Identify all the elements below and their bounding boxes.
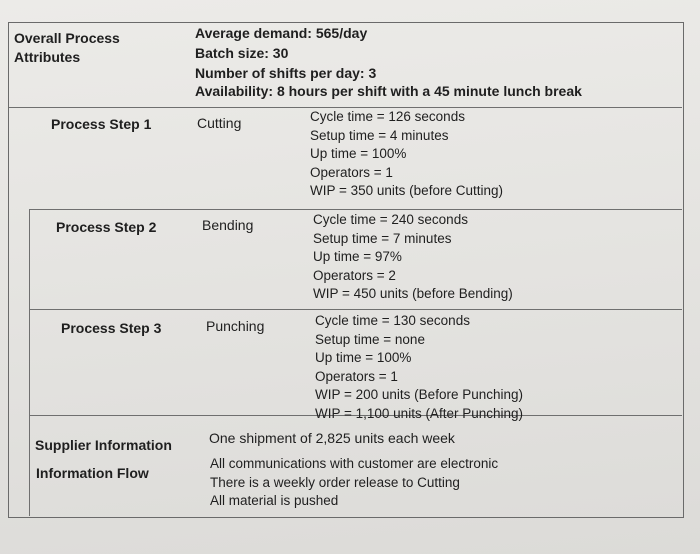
step1-label: Process Step 1 — [51, 116, 152, 132]
step3-label: Process Step 3 — [61, 320, 162, 336]
step3-setup-time: Setup time = none — [315, 331, 425, 347]
step2-up-time: Up time = 97% — [313, 249, 402, 264]
supplier-label: Supplier Information — [35, 437, 172, 453]
process-attributes-table — [8, 22, 684, 518]
step3-wip-before: WIP = 200 units (Before Punching) — [315, 387, 523, 402]
step1-details — [310, 108, 503, 201]
overall-availability: Availability: 8 hours per shift with a 45 minute lunch break — [195, 83, 582, 99]
step3-operators: Operators = 1 — [315, 368, 398, 384]
step2-wip: WIP = 450 units (before Bending) — [313, 286, 513, 301]
info-flow-line-1: All communications with customer are electronic — [210, 456, 499, 471]
step2-details — [313, 211, 513, 304]
info-flow-lines — [210, 455, 498, 511]
overall-label-line1: Overall Process — [14, 30, 120, 46]
info-flow-line-3: All material is pushed — [210, 493, 339, 508]
step1-operators: Operators = 1 — [310, 164, 393, 180]
row-divider-step2 — [29, 309, 682, 310]
step1-setup-time: Setup time = 4 minutes — [310, 127, 449, 143]
step3-cycle-time: Cycle time = 130 seconds — [315, 313, 470, 328]
step2-label: Process Step 2 — [56, 219, 157, 235]
info-flow-line-2: There is a weekly order release to Cutting — [210, 474, 460, 490]
step3-wip-after: WIP = 1,100 units (After Punching) — [315, 405, 523, 421]
overall-label-line2: Attributes — [14, 49, 81, 65]
info-flow-label: Information Flow — [36, 465, 149, 481]
supplier-text: One shipment of 2,825 units each week — [209, 430, 455, 446]
step3-details — [315, 312, 523, 423]
overall-batch: Batch size: 30 — [195, 45, 289, 61]
step2-setup-time: Setup time = 7 minutes — [313, 230, 452, 246]
step1-wip: WIP = 350 units (before Cutting) — [310, 183, 503, 198]
step1-up-time: Up time = 100% — [310, 146, 407, 161]
step2-operators: Operators = 2 — [313, 267, 396, 283]
inner-left-border — [29, 209, 30, 516]
step2-name: Bending — [202, 217, 254, 233]
step3-up-time: Up time = 100% — [315, 350, 412, 365]
step1-cycle-time: Cycle time = 126 seconds — [310, 109, 465, 124]
step1-name: Cutting — [197, 115, 242, 131]
overall-shifts: Number of shifts per day: 3 — [195, 65, 377, 81]
row-divider-step1 — [29, 209, 682, 210]
step3-name: Punching — [206, 318, 265, 334]
overall-demand: Average demand: 565/day — [195, 25, 368, 41]
step2-cycle-time: Cycle time = 240 seconds — [313, 212, 468, 227]
